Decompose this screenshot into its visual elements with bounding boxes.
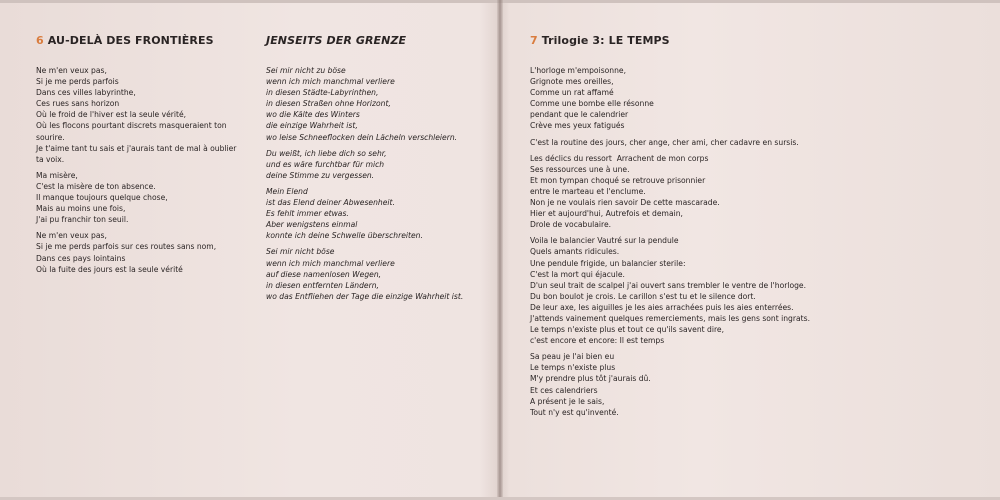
- stanza: [266, 186, 481, 241]
- lyric-line: c'est encore et encore: Il est temps: [530, 336, 665, 346]
- lyric-line: Aber wenigstens einmal: [266, 220, 358, 230]
- lyric-line: Du bon boulot je crois. Le carillon s'est tu et le silence dort.: [530, 291, 756, 301]
- lyric-line: M'y prendre plus tôt j'aurais dû.: [530, 374, 651, 384]
- lyric-line: Tout n'y est qu'inventé.: [530, 407, 619, 417]
- lyric-line: in diesen Städte-Labyrinthen,: [266, 88, 379, 98]
- lyric-line: deine Stimme zu vergessen.: [266, 170, 375, 180]
- lyric-line: konnte ich deine Schwelle überschreiten.: [266, 231, 423, 241]
- lyric-line: pendant que le calendrier: [530, 110, 629, 120]
- lyric-line: wo leise Schneeflocken dein Lächeln verschleiern.: [266, 132, 458, 142]
- lyric-line: Je t'aime tant tu sais et j'aurais tant de mal à oublier ta voix.: [36, 143, 239, 164]
- stanza: [530, 351, 830, 418]
- german-lyrics: [266, 65, 481, 307]
- lyric-line: Ses ressources une à une.: [530, 164, 630, 174]
- lyric-line: Le temps n'existe plus et tout ce qu'ils savent dire,: [530, 325, 725, 335]
- lyric-line: Ces rues sans horizon: [36, 99, 120, 109]
- lyric-line: Et mon tympan choqué se retrouve prisonnier: [530, 175, 706, 185]
- lyric-line: Grignote mes oreilles,: [530, 77, 614, 87]
- german-title: [266, 34, 406, 47]
- stanza: [36, 230, 241, 274]
- lyric-line: Les déclics du ressort Arrachent de mon corps: [530, 153, 709, 163]
- lyric-line: Sei mir nicht böse: [266, 247, 335, 257]
- stanza: [266, 148, 481, 181]
- lyric-line: Dans ces villes labyrinthe,: [36, 88, 136, 98]
- lyric-line: C'est la routine des jours, cher ange, cher ami, cher cadavre en sursis.: [530, 137, 799, 147]
- lyric-line: ist das Elend deiner Abwesenheit.: [266, 198, 395, 208]
- lyric-line: Où les flocons pourtant discrets masqueraient ton sourire.: [36, 121, 229, 142]
- lyric-line: entre le marteau et l'enclume.: [530, 186, 646, 196]
- lyric-line: wenn ich mich manchmal verliere: [266, 77, 395, 87]
- track-number-6: 6: [36, 34, 44, 47]
- lyric-line: wenn ich mich manchmal verliere: [266, 258, 395, 268]
- lyric-line: Il manque toujours quelque chose,: [36, 193, 168, 203]
- lyric-line: in diesen Straßen ohne Horizont,: [266, 99, 391, 109]
- german-title-text: JENSEITS DER GRENZE: [266, 34, 407, 47]
- french-lyrics: [36, 65, 241, 280]
- lyric-line: Sei mir nicht zu böse: [266, 66, 346, 75]
- lyric-line: Où le froid de l'hiver est la seule vérité,: [36, 110, 187, 120]
- lyric-line: wo das Entfliehen der Tage die einzige Wahrheit ist.: [266, 291, 464, 301]
- booklet-gutter: [497, 0, 503, 500]
- stanza: [530, 137, 830, 148]
- lyric-line: und es wäre furchtbar für mich: [266, 159, 385, 169]
- lyric-line: C'est la misère de ton absence.: [36, 181, 156, 191]
- lyric-line: Hier et aujourd'hui, Autrefois et demain,: [530, 209, 683, 219]
- lyric-line: Ma misère,: [36, 170, 78, 180]
- lyric-line: De leur axe, les aiguilles je les aies arrachées puis les aies enterrées.: [530, 302, 794, 312]
- lyric-line: Mein Elend: [266, 186, 308, 196]
- lyric-line: Et ces calendriers: [530, 385, 598, 395]
- lyric-line: Sa peau je l'ai bien eu: [530, 352, 615, 362]
- french-title: [36, 34, 214, 47]
- lyric-line: Si je me perds parfois: [36, 77, 119, 87]
- lyric-line: Si je me perds parfois sur ces routes sans nom,: [36, 242, 217, 252]
- lyric-line: auf diese namenlosen Wegen,: [266, 269, 382, 279]
- stanza: [36, 170, 241, 225]
- lyric-line: Ne m'en veux pas,: [36, 231, 107, 241]
- lyric-line: L'horloge m'empoisonne,: [530, 66, 627, 75]
- stanza: [530, 65, 830, 132]
- lyric-line: Où la fuite des jours est la seule vérité: [36, 264, 183, 274]
- lyric-line: in diesen entfernten Ländern,: [266, 280, 379, 290]
- lyric-line: D'un seul trait de scalpel j'ai ouvert sans trembler le ventre de l'horloge.: [530, 280, 806, 290]
- lyric-line: J'ai pu franchir ton seuil.: [36, 215, 129, 225]
- stanza: [36, 65, 241, 165]
- french-title-text: AU-DELÀ DES FRONTIÈRES: [47, 34, 214, 47]
- stanza: [266, 246, 481, 301]
- lyric-line: Dans ces pays lointains: [36, 253, 126, 263]
- lyric-line: Mais au moins une fois,: [36, 204, 126, 214]
- lyric-line: Le temps n'existe plus: [530, 363, 616, 373]
- stanza: [530, 153, 830, 231]
- lyric-line: Es fehlt immer etwas.: [266, 209, 349, 219]
- lyric-line: Quels amants ridicules.: [530, 247, 620, 257]
- lyric-line: die einzige Wahrheit ist,: [266, 121, 358, 131]
- trilogie-title: [530, 34, 670, 47]
- lyric-line: Drole de vocabulaire.: [530, 220, 612, 230]
- lyric-line: Non je ne voulais rien savoir De cette mascarade.: [530, 198, 720, 208]
- trilogie-lyrics: [530, 65, 830, 423]
- lyric-line: Du weißt, ich liebe dich so sehr,: [266, 148, 387, 158]
- trilogie-title-text: Trilogie 3: LE TEMPS: [541, 34, 670, 47]
- lyric-line: Comme une bombe elle résonne: [530, 99, 654, 109]
- lyric-line: Voila le balancier Vautré sur la pendule: [530, 236, 679, 246]
- stanza: [266, 65, 481, 143]
- lyric-line: Une pendule frigide, un balancier sterile:: [530, 258, 686, 268]
- lyric-line: wo die Kälte des Winters: [266, 110, 360, 120]
- lyric-line: A présent je le sais,: [530, 396, 605, 406]
- lyric-line: J'attends vainement quelques remerciements, mais les gens sont ingrats.: [530, 313, 810, 323]
- track-number-7: 7: [530, 34, 538, 47]
- lyric-line: Ne m'en veux pas,: [36, 66, 107, 75]
- lyric-line: C'est la mort qui éjacule.: [530, 269, 625, 279]
- lyric-line: Crève mes yeux fatigués: [530, 121, 625, 131]
- lyric-line: Comme un rat affamé: [530, 88, 614, 98]
- stanza: [530, 235, 830, 346]
